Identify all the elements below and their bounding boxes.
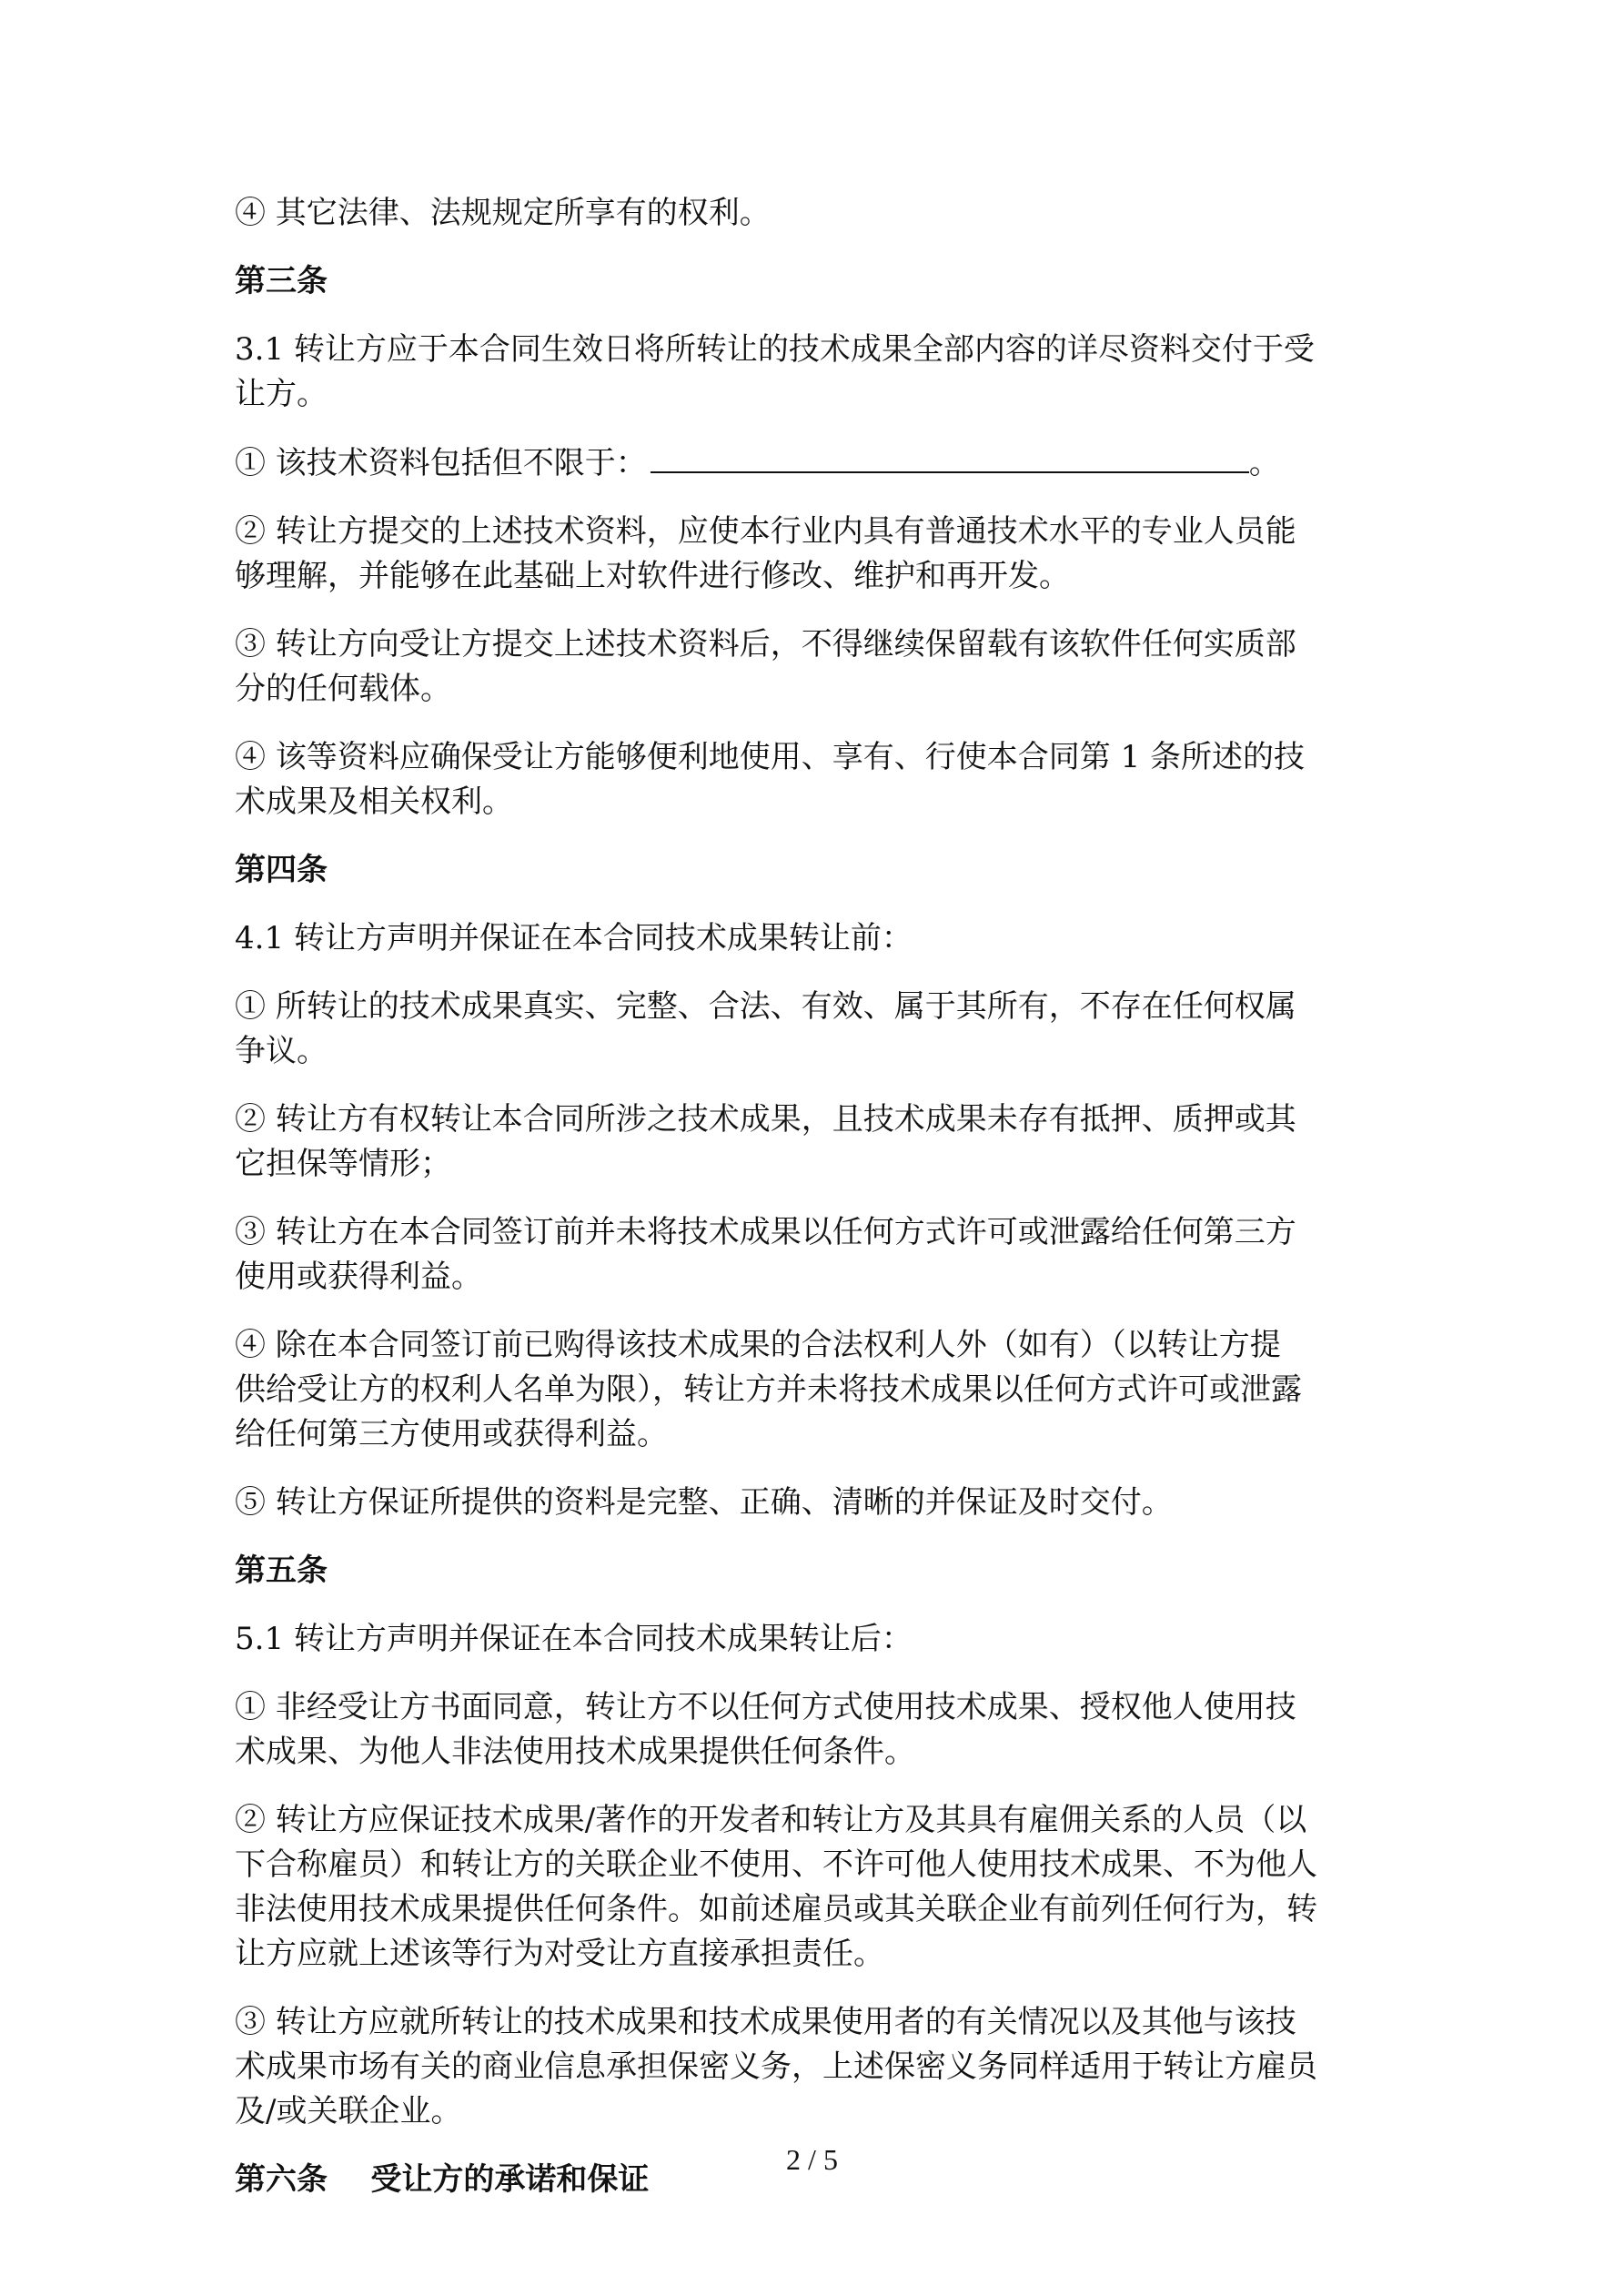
text-line: ① 非经受让方书面同意，转让方不以任何方式使用技术成果、授权他人使用技 bbox=[235, 1689, 1296, 1725]
paragraph bbox=[235, 328, 1401, 417]
paragraph bbox=[235, 735, 1401, 824]
text-line: ⑤ 转让方保证所提供的资料是完整、正确、清晰的并保证及时交付。 bbox=[235, 1484, 1173, 1521]
page-number: 2 / 5 bbox=[786, 2143, 838, 2176]
text-line: 及/或关联企业。 bbox=[235, 2093, 462, 2129]
text-line: 让方应就上述该等行为对受让方直接承担责任。 bbox=[235, 1936, 884, 1972]
text-line: 分的任何载体。 bbox=[235, 671, 451, 707]
text-line: ② 转让方应保证技术成果/著作的开发者和转让方及其具有雇佣关系的人员（以 bbox=[235, 1802, 1307, 1838]
text-line: ① 所转让的技术成果真实、完整、合法、有效、属于其所有，不存在任何权属 bbox=[235, 988, 1296, 1025]
paragraph bbox=[235, 985, 1401, 1074]
text-line: ④ 除在本合同签订前已购得该技术成果的合法权利人外（如有）（以转让方提 bbox=[235, 1327, 1281, 1363]
text-line: 供给受让方的权利人名单为限），转让方并未将技术成果以任何方式许可或泄露 bbox=[235, 1371, 1302, 1408]
text-line: 给任何第三方使用或获得利益。 bbox=[235, 1416, 668, 1452]
paragraph bbox=[235, 2000, 1401, 2134]
text-line: ③ 转让方在本合同签订前并未将技术成果以任何方式许可或泄露给任何第三方 bbox=[235, 1214, 1296, 1250]
text-line: 够理解，并能够在此基础上对软件进行修改、维护和再开发。 bbox=[235, 558, 1070, 594]
text-line: ④ 其它法律、法规规定所享有的权利。 bbox=[235, 195, 771, 231]
text-line: ② 转让方有权转让本合同所涉之技术成果，且技术成果未存有抵押、质押或其 bbox=[235, 1101, 1296, 1138]
text-line: 它担保等情形； bbox=[235, 1146, 451, 1182]
paragraph bbox=[235, 1685, 1401, 1775]
article-heading-6: 第六条 受让方的承诺和保证 bbox=[235, 2161, 650, 2198]
text-line: ② 转让方提交的上述技术资料，应使本行业内具有普通技术水平的专业人员能 bbox=[235, 513, 1296, 550]
text-line: 3.1 转让方应于本合同生效日将所转让的技术成果全部内容的详尽资料交付于受 bbox=[235, 331, 1315, 368]
paragraph bbox=[235, 1481, 1401, 1525]
text-line: 术成果市场有关的商业信息承担保密义务，上述保密义务同样适用于转让方雇员 bbox=[235, 2048, 1317, 2085]
paragraph bbox=[235, 510, 1401, 599]
article-heading-3: 第三条 bbox=[235, 263, 328, 299]
text-line: 4.1 转让方声明并保证在本合同技术成果转让前： bbox=[235, 920, 913, 956]
paragraph bbox=[235, 1210, 1401, 1300]
text-line: 术成果及相关权利。 bbox=[235, 784, 513, 820]
paragraph bbox=[235, 1617, 1401, 1662]
document-body bbox=[235, 191, 1401, 2226]
paragraph bbox=[235, 1798, 1401, 1977]
text-line: ③ 转让方应就所转让的技术成果和技术成果使用者的有关情况以及其他与该技 bbox=[235, 2004, 1296, 2040]
text-line: ③ 转让方向受让方提交上述技术资料后，不得继续保留载有该软件任何实质部 bbox=[235, 626, 1296, 663]
text-line bbox=[235, 440, 1401, 486]
article-heading-4: 第四条 bbox=[235, 852, 328, 888]
paragraph-with-blank bbox=[235, 440, 1401, 486]
text-line: 术成果、为他人非法使用技术成果提供任何条件。 bbox=[235, 1734, 915, 1770]
fill-in-blank bbox=[651, 440, 1249, 473]
article-heading-5: 第五条 bbox=[235, 1553, 328, 1589]
text-line: 5.1 转让方声明并保证在本合同技术成果转让后： bbox=[235, 1621, 913, 1657]
paragraph bbox=[235, 916, 1401, 961]
text-span: 。 bbox=[1248, 445, 1280, 481]
text-line: 下合称雇员）和转让方的关联企业不使用、不许可他人使用技术成果、不为他人 bbox=[235, 1846, 1317, 1883]
paragraph bbox=[235, 1323, 1401, 1457]
text-line: 争议。 bbox=[235, 1033, 328, 1069]
paragraph bbox=[235, 1097, 1401, 1187]
paragraph bbox=[235, 622, 1401, 712]
text-line: 让方。 bbox=[235, 376, 328, 412]
text-line: 非法使用技术成果提供任何条件。如前述雇员或其关联企业有前列任何行为，转 bbox=[235, 1891, 1317, 1927]
paragraph bbox=[235, 191, 1401, 236]
text-line: 使用或获得利益。 bbox=[235, 1259, 482, 1295]
text-span: ① 该技术资料包括但不限于： bbox=[235, 445, 647, 481]
text-line: ④ 该等资料应确保受让方能够便利地使用、享有、行使本合同第 1 条所述的技 bbox=[235, 739, 1306, 775]
